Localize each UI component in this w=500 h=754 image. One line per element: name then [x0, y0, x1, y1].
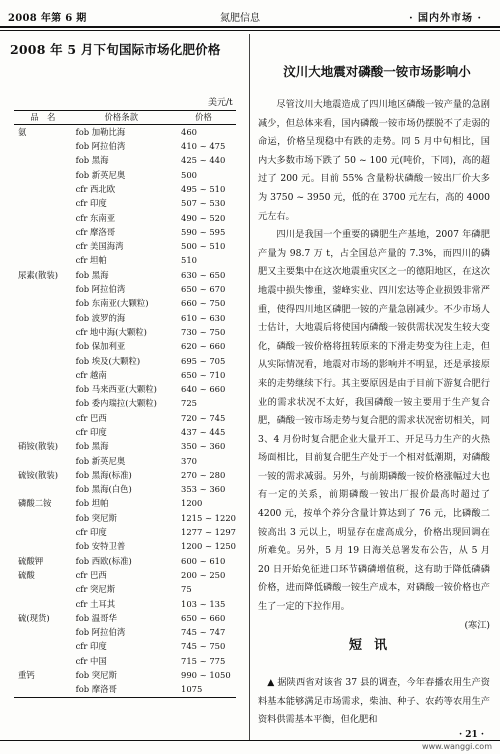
- cell-price: 745 ~ 750: [181, 641, 226, 652]
- cell-terms: cfr 印度: [75, 527, 107, 538]
- table-row: [14, 683, 236, 698]
- cell-price: 425 ~ 440: [181, 155, 226, 166]
- cell-price: 990 ~ 1050: [181, 670, 231, 681]
- cell-terms: cfr 东南亚: [75, 212, 116, 223]
- cell-price: 103 ~ 135: [181, 598, 226, 609]
- cell-terms: fob 阿拉伯湾: [75, 141, 126, 152]
- cell-product: [14, 140, 72, 154]
- cell-price: 1075: [171, 683, 236, 698]
- cell-product: [14, 282, 72, 296]
- cell-product: [14, 297, 72, 311]
- table-row: [14, 182, 236, 196]
- cell-terms: fob 突尼斯: [75, 512, 117, 523]
- article-paragraph: 尽管汶川大地震造成了四川地区磷酸一铵产量的急剧减少，但总体来看，国内磷酸一铵市场仍摆脱不了走弱的命运，价格呈现稳中有跌的走势。同 5 月中旬相比，国内大多数市场下跌了 50 ~ 100 元(吨价，下同)，高的超过了 200 元。目前 55% 含量粉状磷酸一铵出厂价大多为 3750 ~ 3950 元，低的在 3700 元左右，高的 4000 元左右。: [258, 99, 490, 222]
- table-row: [14, 211, 236, 225]
- page-number: · 21 ·: [458, 730, 484, 740]
- cell-terms: fob 新英尼奥: [75, 169, 126, 180]
- cell-product: [14, 626, 72, 640]
- cell-product: [14, 368, 72, 382]
- cell-product: [14, 411, 72, 425]
- cell-product: 硫铵(散装): [18, 469, 59, 480]
- cell-product: 硝铵(散装): [18, 441, 59, 452]
- cell-terms: cfr 越南: [75, 369, 107, 380]
- cell-price: 353 ~ 360: [181, 484, 226, 495]
- cell-price: 370: [181, 455, 198, 466]
- cell-price: 350 ~ 360: [181, 441, 226, 452]
- cell-price: 730 ~ 750: [181, 326, 226, 337]
- header-rule-thin: [0, 30, 500, 31]
- article-body: [258, 96, 490, 635]
- cell-terms: cfr 美国海湾: [75, 241, 124, 252]
- cell-terms: fob 东南亚(大颗粒): [75, 298, 149, 309]
- cell-price: 500 ~ 510: [181, 241, 226, 252]
- cell-terms: fob 黑海: [75, 155, 109, 166]
- table-row: [14, 325, 236, 339]
- article-paragraph-text: 四川是我国一个重要的磷肥生产基地，2007 年磷肥产量为 98.7 万 t，占全国总产量的 7.3%，而四川的磷肥又主要集中在这次地震重灾区之一的德阳地区，在这次地震中损失惨重，蓥峰实业、四川宏达等企业损毁非常严重，使得四川地区磷肥一铵的产量急剧减少。不少市场人士估计，大地震后将使国内磷酸一铵供需状况发生较大变化，磷酸一铵价格将扭转原来的下滑走势变为往上走，但从实际情况看，地震对市场的影响并不明显，还是承接原来的走势继续下行。其主要原因是由于目前下游复合肥行业的需求状况不太好，我国磷酸一铵主要用于生产复合肥，磷酸一铵市场走势与复合肥的需求状况密切相关，同 3、4 月份时复合肥企业大量开工、开足马力生产的火热场面相比，目前复合肥生产处于一个相对低潮期，对磷酸一铵的需求减弱。另外，与前期磷酸一铵价格涨幅过大也有一定的关系，前期磷酸一铵出厂报价最高时超过了 4200 元，按单个养分含量计算达到了 76 元，比磷酸二铵高出 3 元以上，明显存在虚高成分，价格出现回调在所难免。另外，5 月 19 日海关总署发布公告，从 5 月 20 日开始免征进口环节磷磷增值税，这有助于降低磷磷价格，进而降低磷酸一铵生产成本，对磷酸一铵价格也产生了一定的下拉作用。: [258, 229, 490, 613]
- cell-terms: cfr 土耳其: [75, 598, 116, 609]
- cell-terms: fob 新英尼奥: [75, 455, 126, 466]
- cell-price: 630 ~ 650: [181, 269, 226, 280]
- cell-terms: fob 阿拉伯湾: [75, 627, 126, 638]
- cell-terms: cfr 突尼斯: [75, 584, 116, 595]
- article-source: (寒江): [464, 619, 490, 631]
- cell-terms: cfr 西北欧: [75, 183, 116, 194]
- table-row: [14, 597, 236, 611]
- table-row: [14, 297, 236, 311]
- table-row: [14, 140, 236, 154]
- cell-product: [14, 454, 72, 468]
- table-row: [14, 354, 236, 368]
- cell-product: 尿素(散装): [18, 269, 59, 280]
- cell-product: [14, 168, 72, 182]
- table-row: [14, 540, 236, 554]
- price-table: [14, 110, 236, 698]
- table-row: [14, 526, 236, 540]
- cell-terms: fob 突尼斯: [75, 670, 117, 681]
- page-header: [0, 0, 500, 30]
- table-row: [14, 168, 236, 182]
- cell-terms: fob 温哥华: [75, 612, 117, 623]
- cell-terms: cfr 摩洛哥: [75, 226, 116, 237]
- cell-product: [14, 383, 72, 397]
- cell-terms: fob 黑海(标准): [75, 469, 132, 480]
- cell-terms: cfr 坦帕: [75, 255, 107, 266]
- cell-price: 1277 ~ 1297: [181, 527, 236, 538]
- table-row: [14, 125, 236, 140]
- cell-terms: fob 摩洛哥: [72, 683, 171, 698]
- article-paragraph: [258, 226, 490, 635]
- cell-price: 590 ~ 595: [181, 226, 226, 237]
- cell-product: [14, 425, 72, 439]
- cell-price: 200 ~ 250: [181, 569, 226, 580]
- cell-product: [14, 254, 72, 268]
- news-item: ▲ 据陕西省对该省 37 县的调查，今年春播农用生产资料基本能够满足市场需求，柴油、种子、农药等农用生产资料供需基本平衡，但化肥和: [258, 677, 490, 726]
- journal-name: 氮肥信息: [220, 13, 260, 24]
- table-header-row: [14, 111, 236, 125]
- table-row: [14, 654, 236, 668]
- cell-product: [14, 154, 72, 168]
- cell-product: [14, 182, 72, 196]
- cell-price: 725: [181, 398, 198, 409]
- cell-terms: fob 黑海(白色): [75, 484, 132, 495]
- cell-terms: fob 西欧(标准): [75, 555, 132, 566]
- cell-terms: cfr 巴西: [75, 569, 107, 580]
- cell-price: 410 ~ 475: [181, 141, 226, 152]
- cell-price: 600 ~ 610: [181, 555, 226, 566]
- table-row: [14, 483, 236, 497]
- cell-price: 720 ~ 745: [181, 412, 226, 423]
- table-row: [14, 254, 236, 268]
- cell-price: 1200 ~ 1250: [181, 541, 236, 552]
- table-row: [14, 311, 236, 325]
- cell-price: 1215 ~ 1220: [181, 512, 236, 523]
- table-row: [14, 668, 236, 682]
- table-row: [14, 454, 236, 468]
- table-row: [14, 440, 236, 454]
- cell-terms: cfr 中国: [75, 655, 107, 666]
- cell-price: 507 ~ 530: [181, 198, 226, 209]
- issue-label: 2008 年第 6 期: [8, 13, 87, 24]
- cell-product: [14, 211, 72, 225]
- cell-terms: fob 马来西亚(大颗粒): [75, 384, 157, 395]
- cell-product: [14, 640, 72, 654]
- cell-terms: cfr 印度: [75, 641, 107, 652]
- cell-price: 745 ~ 747: [181, 627, 226, 638]
- cell-product: [14, 325, 72, 339]
- table-row: [14, 554, 236, 568]
- cell-product: [14, 483, 72, 497]
- cell-product: [14, 654, 72, 668]
- column-divider: [249, 34, 250, 740]
- section-label: · 国内外市场 ·: [409, 13, 482, 24]
- cell-terms: fob 保加利亚: [75, 341, 126, 352]
- header-price: 价格: [171, 111, 236, 125]
- cell-terms: cfr 印度: [75, 426, 107, 437]
- header-terms: 价格条款: [72, 111, 171, 125]
- table-row: [14, 397, 236, 411]
- cell-product: 硫酸钾: [18, 555, 44, 566]
- cell-product: [14, 354, 72, 368]
- table-row: [14, 497, 236, 511]
- cell-product: [14, 683, 72, 698]
- table-row: [14, 268, 236, 282]
- table-row: [14, 611, 236, 625]
- table-row: [14, 468, 236, 482]
- cell-product: [14, 540, 72, 554]
- cell-product: 硫酸: [18, 569, 35, 580]
- news-body: [258, 674, 490, 730]
- table-row: [14, 368, 236, 382]
- cell-product: [14, 397, 72, 411]
- cell-price: 650 ~ 660: [181, 612, 226, 623]
- cell-terms: fob 黑海: [75, 269, 109, 280]
- cell-price: 650 ~ 670: [181, 284, 226, 295]
- cell-price: 695 ~ 705: [181, 355, 226, 366]
- cell-product: [14, 583, 72, 597]
- cell-price: 490 ~ 520: [181, 212, 226, 223]
- table-row: [14, 383, 236, 397]
- cell-terms: fob 黑海: [75, 441, 109, 452]
- cell-terms: fob 加勒比海: [75, 126, 126, 137]
- cell-price: 650 ~ 710: [181, 369, 226, 380]
- table-row: [14, 583, 236, 597]
- cell-product: [14, 597, 72, 611]
- table-row: [14, 511, 236, 525]
- cell-price: 75: [181, 584, 192, 595]
- cell-terms: fob 坦帕: [75, 498, 109, 509]
- cell-terms: cfr 印度: [75, 198, 107, 209]
- table-row: [14, 225, 236, 239]
- price-unit: 美元/t: [208, 98, 233, 108]
- cell-product: [14, 511, 72, 525]
- table-row: [14, 411, 236, 425]
- table-row: [14, 154, 236, 168]
- cell-price: 640 ~ 660: [181, 384, 226, 395]
- cell-terms: cfr 地中海(大颗粒): [75, 326, 147, 337]
- header-product: 品 名: [14, 111, 72, 125]
- cell-price: 495 ~ 510: [181, 183, 226, 194]
- cell-product: [14, 526, 72, 540]
- cell-product: [14, 311, 72, 325]
- cell-price: 660 ~ 750: [181, 298, 226, 309]
- price-table-title: 2008 年 5 月下旬国际市场化肥价格: [10, 42, 221, 57]
- cell-price: 460: [181, 126, 198, 137]
- cell-product: [14, 197, 72, 211]
- table-row: [14, 240, 236, 254]
- footer-rule: [0, 740, 500, 741]
- cell-price: 1200: [181, 498, 203, 509]
- table-row: [14, 626, 236, 640]
- watermark: www.wanggi.com: [422, 742, 492, 751]
- cell-product: [14, 240, 72, 254]
- cell-product: 磷酸二铵: [18, 498, 52, 509]
- table-row: [14, 425, 236, 439]
- article-title: 汶川大地震对磷酸一铵市场影响小: [283, 64, 471, 79]
- cell-terms: fob 阿拉伯湾: [75, 284, 126, 295]
- cell-product: [14, 340, 72, 354]
- price-table-body: [14, 125, 236, 698]
- table-row: [14, 282, 236, 296]
- cell-terms: fob 波罗的海: [75, 312, 126, 323]
- news-heading: 短讯: [348, 638, 399, 653]
- cell-price: 437 ~ 445: [181, 426, 226, 437]
- header-rule-thick: [0, 26, 500, 28]
- cell-terms: fob 委内瑞拉(大颗粒): [75, 398, 157, 409]
- cell-price: 610 ~ 630: [181, 312, 226, 323]
- cell-price: 715 ~ 775: [181, 655, 226, 666]
- cell-terms: fob 安特卫普: [75, 541, 126, 552]
- cell-product: [14, 225, 72, 239]
- table-row: [14, 640, 236, 654]
- cell-product: 氨: [18, 126, 27, 137]
- table-row: [14, 568, 236, 582]
- cell-price: 510: [181, 255, 198, 266]
- cell-product: 重钙: [18, 670, 35, 681]
- cell-price: 500: [181, 169, 198, 180]
- cell-product: 硫(现货): [18, 612, 50, 623]
- cell-terms: fob 埃及(大颗粒): [75, 355, 141, 366]
- cell-price: 270 ~ 280: [181, 469, 226, 480]
- cell-price: 620 ~ 660: [181, 341, 226, 352]
- table-row: [14, 340, 236, 354]
- cell-terms: cfr 巴西: [75, 412, 107, 423]
- table-row: [14, 197, 236, 211]
